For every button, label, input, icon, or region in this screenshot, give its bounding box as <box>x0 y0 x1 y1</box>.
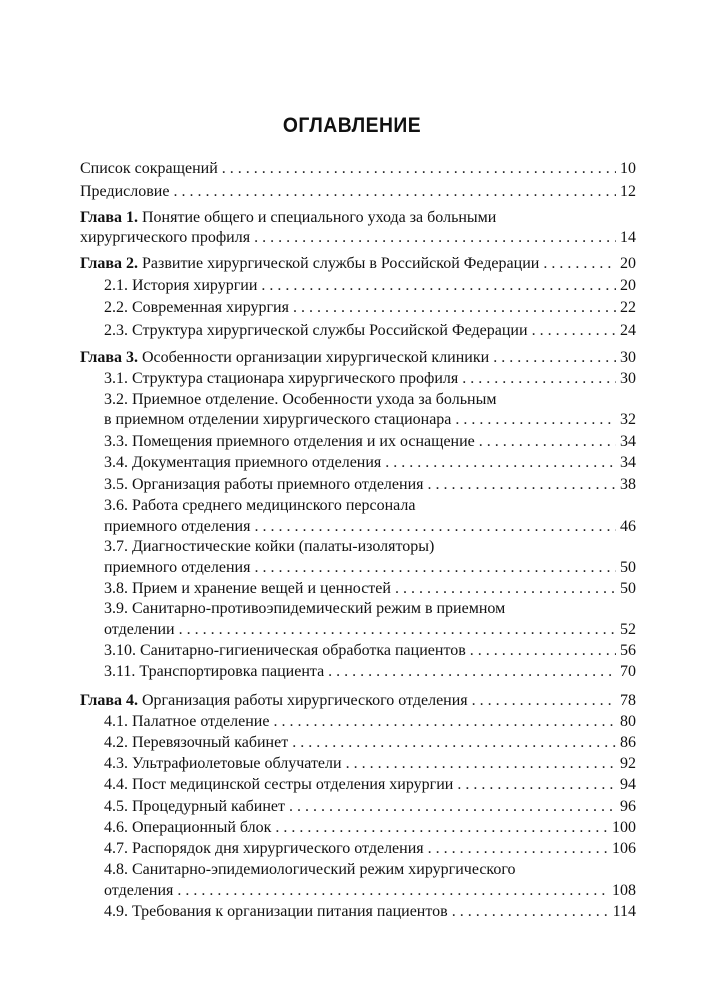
toc-entry <box>104 557 636 579</box>
toc-entry-text <box>104 732 288 754</box>
page-number: 106 <box>612 840 636 857</box>
toc-entry <box>104 732 636 754</box>
chapter-label: Глава 1. <box>80 209 138 226</box>
toc-entry <box>104 711 636 733</box>
dot-leader <box>292 732 616 754</box>
toc-entry <box>104 859 636 881</box>
dot-leader <box>457 774 616 796</box>
dot-leader <box>254 516 616 538</box>
toc-entry-text <box>104 619 175 641</box>
toc-entry-text <box>104 474 423 496</box>
toc-entry <box>104 275 636 297</box>
toc-entry-text <box>80 181 169 203</box>
toc-entry <box>104 578 636 600</box>
page-number: 108 <box>612 882 636 899</box>
dot-leader <box>177 880 608 902</box>
toc-entry <box>104 880 636 902</box>
toc-entry-text <box>104 838 424 860</box>
page-number: 30 <box>620 370 636 387</box>
toc-entry-title: в приемном отделении хирургического стационара <box>104 411 452 428</box>
toc-entry-title: Развитие хирургической службы в Российской Федерации <box>138 255 540 272</box>
toc-entry-title: Особенности организации хирургической клиники <box>138 349 490 366</box>
dot-leader <box>462 368 616 390</box>
page-title: ОГЛАВЛЕНИЕ <box>282 114 422 137</box>
page-number: 46 <box>620 518 636 535</box>
toc-entry-text <box>104 389 496 411</box>
toc-entry-title: 3.1. Структура стационара хирургического профиля <box>104 370 459 387</box>
toc-entry-title: приемного отделения <box>104 518 251 535</box>
toc-entry <box>104 838 636 860</box>
page-number: 38 <box>620 476 636 493</box>
dot-leader <box>427 474 616 496</box>
chapter-label: Глава 3. <box>80 349 138 366</box>
dot-leader <box>385 452 616 474</box>
page-number: 50 <box>620 580 636 597</box>
toc-entry-title: 4.3. Ультрафиолетовые облучатели <box>104 755 342 772</box>
dot-leader <box>493 347 616 369</box>
toc-entry-text <box>104 409 451 431</box>
page-number: 100 <box>612 819 636 836</box>
toc-entry-title: Список сокращений <box>80 160 218 177</box>
toc-entry <box>104 796 636 818</box>
page-number: 32 <box>620 411 636 428</box>
toc-entry <box>104 389 636 411</box>
toc-entry-text <box>104 753 342 775</box>
toc-entry-title: хирургического профиля <box>80 229 251 246</box>
toc-entry <box>104 297 636 319</box>
page-number: 14 <box>620 229 636 246</box>
toc-entry-title: 4.8. Санитарно-эпидемиологический режим хирургического <box>104 861 516 878</box>
toc-entry-title: 2.3. Структура хирургической службы Российской Федерации <box>104 322 528 339</box>
toc-entry-text <box>104 557 250 579</box>
dot-leader <box>428 838 608 860</box>
dot-leader <box>254 557 616 579</box>
toc-entry <box>104 598 636 620</box>
page-number: 94 <box>620 776 636 793</box>
toc-entry-text <box>104 661 324 683</box>
toc-entry-title: 4.4. Пост медицинской сестры отделения хирургии <box>104 776 454 793</box>
toc-entry <box>104 495 636 517</box>
toc-entry <box>104 474 636 496</box>
toc-entry-title: 3.11. Транспортировка пациента <box>104 663 325 680</box>
toc-entry <box>104 753 636 775</box>
dot-leader <box>472 690 616 712</box>
dot-leader <box>289 796 616 818</box>
toc-entry-text <box>104 452 381 474</box>
toc-entry-text <box>104 901 448 923</box>
toc-entry <box>104 431 636 453</box>
dot-leader <box>455 409 616 431</box>
toc-entry <box>104 536 636 558</box>
toc-entry-title: 3.5. Организация работы приемного отделения <box>104 476 424 493</box>
page-number: 22 <box>620 299 636 316</box>
toc-entry-title: 4.6. Операционный блок <box>104 819 272 836</box>
toc-entry <box>104 661 636 683</box>
page-number: 20 <box>620 277 636 294</box>
toc-entry-text <box>80 253 539 275</box>
toc-entry <box>80 181 636 203</box>
toc-entry-title: 2.2. Современная хирургия <box>104 299 289 316</box>
dot-leader <box>173 181 616 203</box>
toc-entry-text <box>104 640 466 662</box>
toc-entry-title: 3.3. Помещения приемного отделения и их оснащение <box>104 433 475 450</box>
page-number: 34 <box>620 454 636 471</box>
dot-leader <box>254 227 616 249</box>
toc-entry-title: 3.2. Приемное отделение. Особенности ухода за больным <box>104 391 497 408</box>
toc-entry-title: 4.5. Процедурный кабинет <box>104 798 286 815</box>
dot-leader <box>328 661 616 683</box>
page-number: 56 <box>620 642 636 659</box>
toc-entry-text <box>104 297 289 319</box>
toc-entry-title: Организация работы хирургического отделения <box>138 692 468 709</box>
toc-entry-text <box>104 880 173 902</box>
toc-entry <box>80 207 636 229</box>
toc-entry-title: 4.7. Распорядок дня хирургического отделения <box>104 840 424 857</box>
dot-leader <box>470 640 616 662</box>
toc-entry-text <box>104 275 257 297</box>
chapter-label: Глава 4. <box>80 692 138 709</box>
dot-leader <box>346 753 616 775</box>
dot-leader <box>222 158 616 180</box>
toc-entry <box>104 516 636 538</box>
page-number: 52 <box>620 621 636 638</box>
toc-entry <box>80 158 636 180</box>
chapter-label: Глава 2. <box>80 255 138 272</box>
dot-leader <box>179 619 616 641</box>
toc-entry <box>80 347 636 369</box>
toc-entry-text <box>104 859 516 881</box>
dot-leader <box>395 578 616 600</box>
toc-entry-title: Предисловие <box>80 183 170 200</box>
page-number: 34 <box>620 433 636 450</box>
dot-leader <box>452 901 609 923</box>
page-number: 92 <box>620 755 636 772</box>
toc-entry <box>104 619 636 641</box>
dot-leader <box>293 297 616 319</box>
dot-leader <box>273 711 616 733</box>
toc-entry <box>104 774 636 796</box>
toc-entry-text <box>104 368 458 390</box>
toc-entry-text <box>80 690 468 712</box>
toc-entry-title: 4.2. Перевязочный кабинет <box>104 734 289 751</box>
dot-leader <box>532 320 616 342</box>
toc-entry <box>104 901 636 923</box>
toc-entry-title: 4.1. Палатное отделение <box>104 713 270 730</box>
toc-entry-text <box>104 320 528 342</box>
toc-entry-text <box>80 158 218 180</box>
toc-entry-text <box>104 774 453 796</box>
toc-entry-title: 3.7. Диагностические койки (палаты-изоляторы) <box>104 538 435 555</box>
toc-entry <box>104 640 636 662</box>
toc-entry-text <box>104 495 415 517</box>
toc-entry-title: 2.1. История хирургии <box>104 277 258 294</box>
toc-entry-text <box>80 227 250 249</box>
toc-entry-title: 4.9. Требования к организации питания пациентов <box>104 903 448 920</box>
toc-entry-text <box>104 578 391 600</box>
dot-leader <box>275 817 608 839</box>
toc-entry-title: отделении <box>104 621 175 638</box>
toc-entry <box>104 452 636 474</box>
toc-entry <box>80 253 636 275</box>
page-number: 20 <box>620 255 636 272</box>
page-number: 30 <box>620 349 636 366</box>
toc-entry <box>104 817 636 839</box>
page-number: 50 <box>620 559 636 576</box>
page-number: 78 <box>620 692 636 709</box>
toc-entry-text <box>104 817 271 839</box>
toc-entry-text <box>104 796 285 818</box>
toc-entry <box>104 320 636 342</box>
toc-entry <box>80 227 636 249</box>
toc-entry-title: приемного отделения <box>104 559 251 576</box>
toc-entry <box>80 690 636 712</box>
dot-leader <box>479 431 616 453</box>
toc-entry-title: 3.4. Документация приемного отделения <box>104 454 382 471</box>
toc-entry-title: 3.10. Санитарно-гигиеническая обработка пациентов <box>104 642 466 659</box>
toc-entry-title: 3.9. Санитарно-противоэпидемический режим в приемном <box>104 600 506 617</box>
page-number: 12 <box>620 183 636 200</box>
toc-entry-text <box>104 598 505 620</box>
dot-leader <box>261 275 616 297</box>
toc-entry-title: отделения <box>104 882 174 899</box>
toc-entry-text <box>104 536 434 558</box>
toc-entry-text <box>80 347 489 369</box>
toc-entry-title: 3.6. Работа среднего медицинского персонала <box>104 497 416 514</box>
toc-entry-text <box>104 711 269 733</box>
toc-entry-text <box>104 516 250 538</box>
toc-entry-text <box>104 431 475 453</box>
page-number: 80 <box>620 713 636 730</box>
page-number: 10 <box>620 160 636 177</box>
page-number: 96 <box>620 798 636 815</box>
dot-leader <box>543 253 616 275</box>
page-number: 70 <box>620 663 636 680</box>
toc-entry-text <box>80 207 496 229</box>
page-number: 86 <box>620 734 636 751</box>
toc-entry-title: 3.8. Прием и хранение вещей и ценностей <box>104 580 391 597</box>
toc-entry <box>104 409 636 431</box>
toc-entry-title: Понятие общего и специального ухода за больными <box>138 209 497 226</box>
page-number: 114 <box>612 903 636 920</box>
page-number: 24 <box>620 322 636 339</box>
toc-entry <box>104 368 636 390</box>
